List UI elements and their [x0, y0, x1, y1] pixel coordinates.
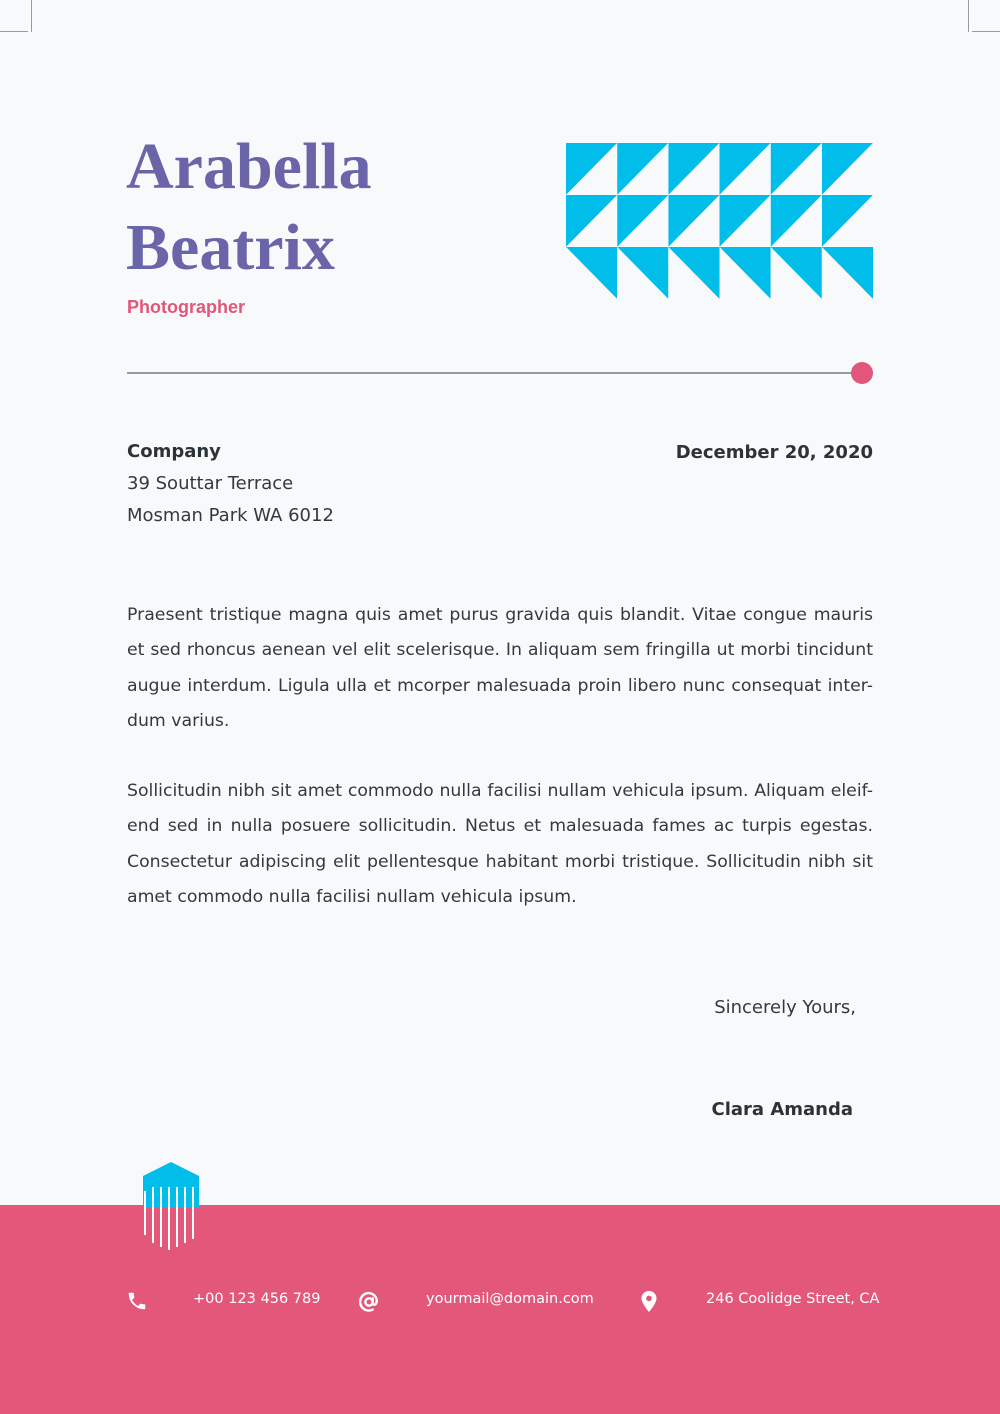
phone-icon: [126, 1290, 148, 1312]
footer-address: 246 Coolidge Street, CA: [706, 1291, 880, 1307]
divider-dot: [851, 362, 873, 384]
recipient-address-line2: Mosman Park WA 6012: [127, 505, 334, 526]
footer-email[interactable]: yourmail@domain.com: [426, 1291, 594, 1307]
body-paragraph-1: Praesent tristique magna quis amet purus gravida quis blandit. Vitae congue mauris et sed rhoncus aenean vel elit scelerisque. In aliquam sem fringilla ut morbi tincidunt augue interdum. Ligula ulla et mcorper malesuada proin libero nunc consequat inter-dum varius.: [127, 605, 873, 731]
body-paragraph-2: Sollicitudin nibh sit amet commodo nulla facilisi nullam vehicula ipsum. Aliquam eleif-end sed in nulla posuere sollicitudin. Netus et malesuada fames ac turpis egestas. Consectetur adipiscing elit pellentesque habitant morbi tristique. Sollicitudin nibh sit amet commodo nulla facilisi nullam vehicula ipsum.: [127, 781, 873, 907]
letter-date: December 20, 2020: [675, 442, 873, 463]
location-pin-icon: [640, 1290, 658, 1314]
recipient-address-line1: 39 Souttar Terrace: [127, 473, 294, 494]
hexagon-logo: [141, 1161, 201, 1251]
crop-mark-top-left-h: [0, 31, 28, 32]
closing-salutation: Sincerely Yours,: [714, 997, 856, 1018]
crop-mark-top-left-v: [31, 0, 32, 32]
name-last: Beatrix: [126, 211, 335, 284]
recipient-company: Company: [127, 441, 221, 462]
job-title: Photographer: [127, 297, 246, 317]
crop-mark-top-right-h: [972, 31, 1000, 32]
signer-name: Clara Amanda: [711, 1099, 853, 1120]
triangle-pattern: [566, 143, 873, 299]
crop-mark-top-right-v: [968, 0, 969, 32]
footer-phone[interactable]: +00 123 456 789: [193, 1291, 321, 1307]
name-first: Arabella: [126, 130, 372, 203]
at-sign-icon: [358, 1291, 380, 1313]
divider-line: [127, 372, 855, 374]
